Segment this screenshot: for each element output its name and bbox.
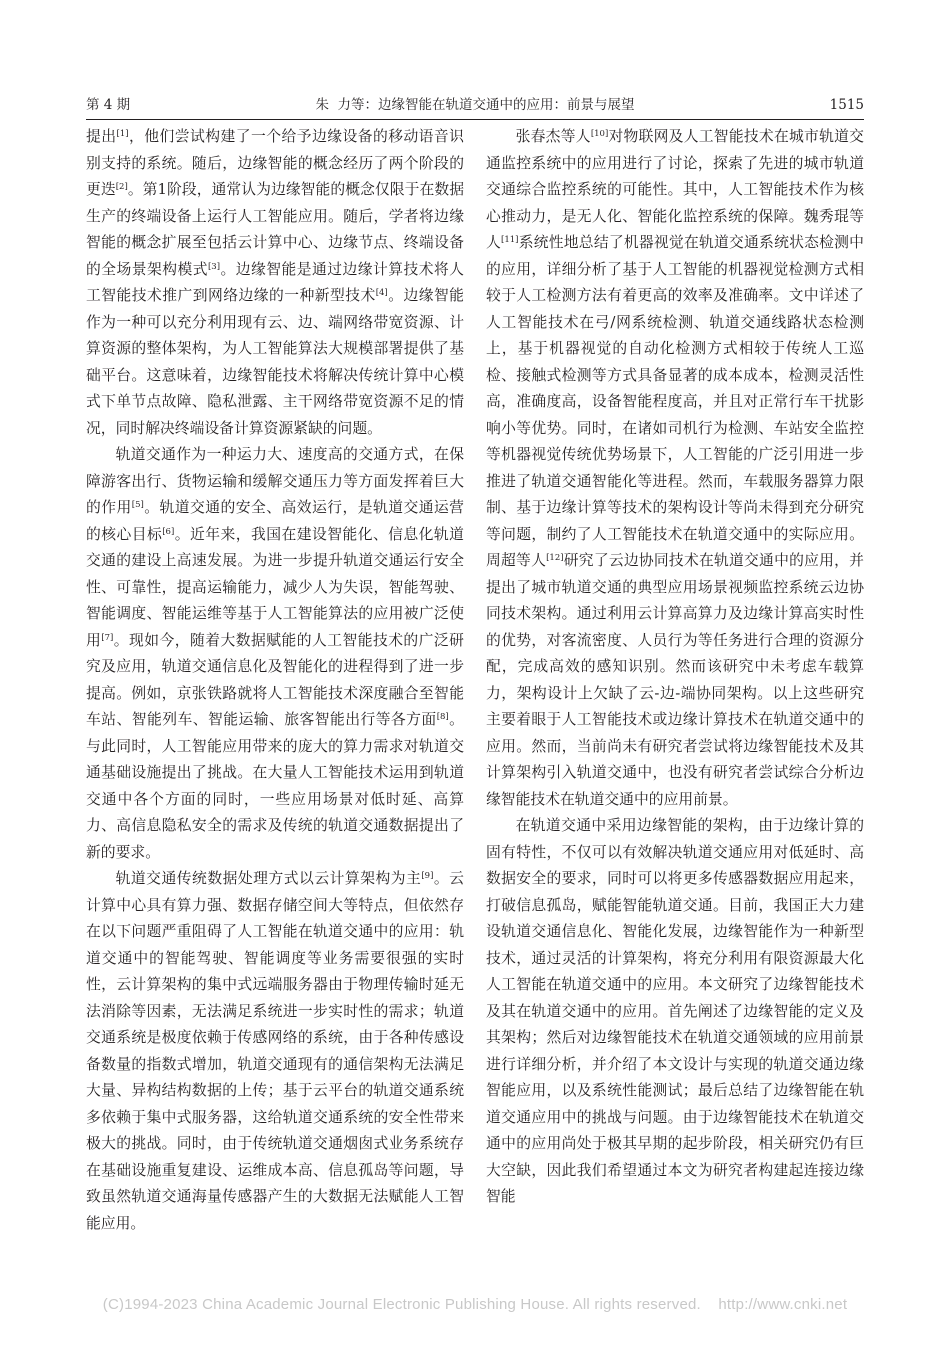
text-run: 。轨道交通的安全、高效运行，是轨道交通运营的核心目标 — [86, 499, 464, 543]
paragraph-continued — [86, 124, 464, 442]
left-column — [86, 124, 464, 1237]
citation-ref: [8] — [436, 712, 449, 722]
text-run: 。现如今，随着大数据赋能的人工智能技术的广泛研究及应用，轨道交通信息化及智能化的进程得到了进一步提高。例如，京张铁路就将人工智能技术深度融合至智能车站、智能列车、智能运输、旅客智能出行等各方面 — [86, 631, 464, 728]
text-run: 提出 — [86, 128, 117, 145]
citation-ref: [7] — [101, 632, 114, 643]
paragraph — [486, 813, 864, 1211]
running-title: 朱 力等：边缘智能在轨道交通中的应用：前景与展望 — [315, 97, 635, 113]
citation-ref: [1] — [116, 129, 129, 139]
citation-ref: [9] — [421, 871, 434, 881]
paragraph — [86, 442, 464, 866]
text-run: 轨道交通传统数据处理方式以云计算架构为主 — [115, 870, 422, 887]
text-run: 。近年来，我国在建设智能化、信息化轨道交通的建设上高速发展。为进一步提升轨道交通运行安全性、可靠性，提高运输能力，减少人为失误，智能驾驶、智能调度、智能运维等基于人工智能算法的应用被广泛使用 — [86, 525, 464, 649]
text-run: ，他们尝试构建了一个给予边缘设备的移动语音识别支持的系统。随后，边缘智能的概念经历了两个阶段的更迭 — [86, 128, 464, 198]
running-header — [86, 94, 864, 116]
citation-ref: [12] — [546, 553, 564, 563]
text-run: 对物联网及人工智能技术在城市轨道交通监控系统中的应用进行了讨论，探索了先进的城市轨道交通综合监控系统的可能性。其中，人工智能技术作为核心推动力，是无人化、智能化监控系统的保障。魏秀琨等人 — [486, 128, 864, 251]
citation-ref: [11] — [501, 235, 519, 245]
citation-ref: [5] — [131, 500, 144, 510]
paragraph — [486, 124, 864, 813]
copyright-footer: (C)1994-2023 China Academic Journal Electronic Publishing House. All rights reserved. http://www.cnki.net — [102, 1296, 848, 1313]
paragraph — [86, 866, 464, 1237]
page-number: 1515 — [829, 97, 864, 113]
text-run: 研究了云边协同技术在轨道交通中的应用，并提出了城市轨道交通的典型应用场景视频监控系统云边协同技术架构。通过利用云计算高算力及边缘计算高实时性的优势，对客流密度、人员行为等任务进行合理的资源分配，完成高效的感知识别。然而该研究中未考虑车载算力，架构设计上欠缺了云-边-端协同架构。以上这些研究主要着眼于人工智能技术或边缘计算技术在轨道交通中的应用。然而，当前尚未有研究者尝试将边缘智能技术及其计算架构引入轨道交通中，也没有研究者尝试综合分析边缘智能技术在轨道交通中的应用前景。 — [486, 552, 864, 808]
text-run: 在轨道交通中采用边缘智能的架构，由于边缘计算的固有特性，不仅可以有效解决轨道交通应用对低延时、高数据安全的要求，同时可以将更多传感器数据应用起来，打破信息孤岛，赋能智能轨道交通。目前，我国正大力建设轨道交通信息化、智能化发展，边缘智能作为一种新型技术，通过灵活的计算架构，将充分利用有限资源最大化人工智能在轨道交通中的应用。本文研究了边缘智能技术及其在轨道交通中的应用。首先阐述了边缘智能的定义及其架构；然后对边缘智能技术在轨道交通领域的应用前景进行详细分析，并介绍了本文设计与实现的轨道交通边缘智能应用，以及系统性能测试；最后总结了边缘智能在轨道交通应用中的挑战与问题。由于边缘智能技术在轨道交通中的应用尚处于极其早期的起步阶段，相关研究仍有巨大空缺，因此我们希望通过本文为研究者构建起连接边缘智能 — [486, 817, 864, 1205]
text-run: 。云计算中心具有算力强、数据存储空间大等特点，但依然存在以下问题严重阻碍了人工智能在轨道交通中的应用：轨道交通中的智能驾驶、智能调度等业务需要很强的实时性，云计算架构的集中式远端服务器由于物理传输时延无法消除等因素，无法满足系统进一步实时性的需求；轨道交通系统是极度依赖于传感网络的系统，由于各种传感设备数量的指数式增加，轨道交通现有的通信架构无法满足大量、异构结构数据的上传；基于云平台的轨道交通系统多依赖于集中式服务器，这给轨道交通系统的安全性带来极大的挑战。同时，由于传统轨道交通烟囱式业务系统存在基础设施重复建设、运维成本高、信息孤岛等问题，导致虽然轨道交通海量传感器产生的大数据无法赋能人工智能应用。 — [86, 870, 464, 1232]
text-run: 轨道交通作为一种运力大、速度高的交通方式，在保障游客出行、货物运输和缓解交通压力等方面发挥着巨大的作用 — [86, 446, 464, 516]
header-divider — [86, 119, 864, 120]
text-run: 。第1阶段，通常认为边缘智能的概念仅限于在数据生产的终端设备上运行人工智能应用。随后，学者将边缘智能的概念扩展至包括云计算中心、边缘节点、终端设备的全场景架构模式 — [86, 181, 464, 278]
issue-label: 第 4 期 — [86, 97, 131, 113]
citation-ref: [4] — [375, 288, 388, 298]
text-run: 张春杰等人 — [515, 128, 591, 145]
citation-ref: [2] — [115, 182, 128, 192]
citation-ref: [6] — [162, 526, 175, 537]
citation-ref: [10] — [590, 129, 609, 139]
text-run: 系统性地总结了机器视觉在轨道交通系统状态检测中的应用，详细分析了基于人工智能的机器视觉检测方式相较于人工检测方法有着更高的效率及准确率。文中详述了人工智能技术在弓/网系统检测、轨道交通线路状态检测上，基于机器视觉的自动化检测方式相较于传统人工巡检、接触式检测等方式具备显著的成本成本，检测灵活性高，准确度高，设备智能程度高，并且对正常行车干扰影响小等优势。同时，在诸如司机行为检测、车站安全监控等机器视觉传统优势场景下，人工智能的广泛引用进一步推进了轨道交通智能化等进程。然而，车载服务器算力限制、基于边缘计算等技术的架构设计等尚未得到充分研究等问题，制约了人工智能技术在轨道交通中的实际应用。周超等人 — [486, 234, 864, 569]
text-run: 。与此同时，人工智能应用带来的庞大的算力需求对轨道交通基础设施提出了挑战。在大量人工智能技术运用到轨道交通中各个方面的同时，一些应用场景对低时延、高算力、高信息隐私安全的需求及传统的轨道交通数据提出了新的要求。 — [86, 711, 464, 861]
right-column — [486, 124, 864, 1211]
text-run: 。边缘智能作为一种可以充分利用现有云、边、端网络带宽资源、计算资源的整体架构，为人工智能算法大规模部署提供了基础平台。这意味着，边缘智能技术将解决传统计算中心模式下单节点故障、隐私泄露、主干网络带宽资源不足的情况，同时解决终端设备计算资源紧缺的问题。 — [86, 287, 464, 437]
citation-ref: [3] — [207, 261, 221, 272]
text-run: 。边缘智能是通过边缘计算技术将人工智能技术推广到网络边缘的一种新型技术 — [86, 260, 464, 304]
